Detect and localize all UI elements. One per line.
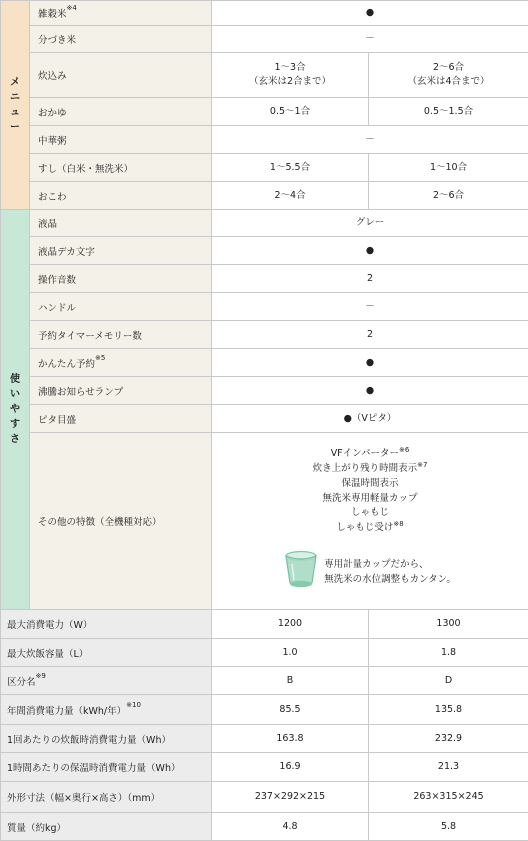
value-cell — [212, 321, 528, 349]
value-cell — [369, 725, 528, 753]
value-text: － — [365, 33, 375, 44]
cup-caption — [324, 557, 456, 587]
footnote-mark: ※10 — [126, 701, 141, 709]
value-cell — [212, 98, 369, 126]
feature-item — [212, 447, 528, 462]
category-char: す — [10, 419, 20, 430]
spec-row — [1, 610, 528, 639]
row-label-text: 分づき米 — [38, 35, 76, 46]
value-text: 0.5～1合 — [270, 106, 310, 117]
menu-row-label — [30, 26, 212, 53]
cup-caption-line: 専用計量カップだから、 — [324, 557, 456, 572]
value-cell — [212, 210, 528, 237]
value-cell — [212, 695, 369, 725]
usability-row-label — [30, 210, 212, 237]
value-text: 16.9 — [279, 761, 300, 772]
menu-row-label — [30, 182, 212, 210]
usability-row — [1, 210, 528, 237]
value-text: 2～4合 — [274, 190, 305, 201]
feature-item — [212, 492, 528, 507]
value-text: 2 — [367, 273, 373, 284]
value-cell — [212, 182, 369, 210]
menu-row-label — [30, 98, 212, 126]
usability-row-label — [30, 377, 212, 405]
row-label-text: 液晶 — [38, 219, 57, 230]
usability-row — [1, 405, 528, 433]
spec-row — [1, 813, 528, 841]
features-list — [212, 441, 528, 535]
usability-row — [1, 377, 528, 405]
value-text: 135.8 — [435, 704, 462, 715]
value-text: （玄米は4合まで） — [407, 76, 489, 87]
value-text: 1.0 — [282, 647, 297, 658]
value-text: 237×292×215 — [255, 791, 325, 802]
measuring-cup-icon — [284, 550, 318, 595]
features-label: その他の特徴（全機種対応） — [30, 433, 212, 610]
menu-row — [1, 154, 528, 182]
value-text: 163.8 — [276, 733, 303, 744]
value-text: B — [287, 675, 294, 686]
usability-row-label — [30, 237, 212, 265]
spec-row-label — [1, 725, 212, 753]
value-cell — [212, 349, 528, 377]
menu-row-label — [30, 53, 212, 98]
row-label-text: かんたん予約 — [38, 359, 95, 370]
value-cell — [212, 237, 528, 265]
value-text: ● — [366, 385, 374, 396]
feature-text: しゃもじ — [351, 507, 389, 518]
usability-row — [1, 321, 528, 349]
value-cell — [212, 154, 369, 182]
spec-row-label — [1, 753, 212, 782]
row-label-text: 中華粥 — [38, 136, 67, 147]
spec-row — [1, 667, 528, 695]
spec-row-label — [1, 639, 212, 667]
features-row — [1, 433, 528, 610]
row-label-text: 質量（約kg） — [7, 823, 66, 834]
category-char: ュ — [10, 107, 20, 118]
category-char: や — [10, 404, 20, 415]
category-menu — [1, 1, 30, 210]
spec-row-label — [1, 667, 212, 695]
category-char: い — [10, 389, 20, 400]
category-usability — [1, 210, 30, 610]
usability-row-label — [30, 349, 212, 377]
footnote-mark: ※4 — [67, 4, 77, 12]
row-label-text: すし（白米・無洗米） — [38, 164, 133, 175]
footnote-mark: ※7 — [417, 461, 427, 469]
row-label-text: おかゆ — [38, 108, 67, 119]
row-label-text: 最大消費電力（W） — [7, 620, 92, 631]
feature-item — [212, 462, 528, 477]
row-label-text: 操作音数 — [38, 275, 76, 286]
usability-row-label — [30, 293, 212, 321]
menu-row — [1, 182, 528, 210]
usability-row-label — [30, 265, 212, 293]
value-cell — [212, 377, 528, 405]
menu-row-label — [30, 126, 212, 154]
value-text: － — [365, 301, 375, 312]
value-cell — [369, 182, 528, 210]
row-label-text: 雑穀米 — [38, 9, 67, 20]
category-char: ニ — [10, 92, 20, 103]
value-text: 85.5 — [279, 704, 300, 715]
value-cell — [369, 154, 528, 182]
spec-row — [1, 639, 528, 667]
value-text: D — [445, 675, 452, 686]
value-cell — [212, 265, 528, 293]
value-text: ● — [366, 245, 374, 256]
value-text: 2 — [367, 329, 373, 340]
cup-caption-line: 無洗米の水位調整もカンタン。 — [324, 572, 456, 587]
value-text: 1300 — [436, 618, 460, 629]
row-label-text: 年間消費電力量（kWh/年） — [7, 706, 126, 717]
spec-row-label — [1, 610, 212, 639]
menu-row — [1, 126, 528, 154]
category-char: 使 — [10, 374, 20, 385]
feature-text: しゃもじ受け — [336, 522, 393, 533]
menu-row-label — [30, 1, 212, 26]
value-cell — [212, 782, 369, 813]
value-text: 4.8 — [282, 821, 297, 832]
value-text: － — [365, 134, 375, 145]
value-cell — [212, 725, 369, 753]
value-text: 232.9 — [435, 733, 462, 744]
category-char: メ — [10, 77, 20, 88]
value-text: グレー — [356, 217, 385, 228]
menu-row — [1, 26, 528, 53]
value-cell — [369, 753, 528, 782]
value-cell — [369, 610, 528, 639]
feature-item — [212, 506, 528, 521]
value-text: 5.8 — [441, 821, 456, 832]
row-label-text: おこわ — [38, 192, 67, 203]
measuring-cup-note — [212, 550, 528, 601]
usability-row — [1, 265, 528, 293]
value-text: 1～5.5合 — [270, 162, 310, 173]
footnote-mark: ※6 — [399, 446, 409, 454]
row-label-text: 1時間あたりの保温時消費電力量（Wh） — [7, 763, 180, 774]
feature-text: 炊き上がり残り時間表示 — [313, 463, 418, 474]
value-cell — [212, 667, 369, 695]
row-label-text: 液晶デカ文字 — [38, 247, 95, 258]
category-char: さ — [10, 434, 20, 445]
value-cell — [369, 813, 528, 841]
value-text: （玄米は2合まで） — [249, 76, 331, 87]
row-label-text: 沸騰お知らせランプ — [38, 387, 123, 398]
usability-row — [1, 293, 528, 321]
row-label-text: ハンドル — [38, 303, 76, 314]
value-cell — [212, 639, 369, 667]
features-cell — [212, 433, 528, 610]
value-cell — [369, 782, 528, 813]
row-label-text: ピタ目盛 — [38, 415, 76, 426]
footnote-mark: ※8 — [393, 520, 403, 528]
value-text: 21.3 — [438, 761, 459, 772]
value-cell — [369, 98, 528, 126]
value-cell — [212, 753, 369, 782]
value-text: 2～6合 — [433, 62, 464, 73]
value-text: ● — [366, 357, 374, 368]
row-label-text: 外形寸法（幅×奥行×高さ）（mm） — [7, 793, 160, 804]
value-text: 263×315×245 — [413, 791, 483, 802]
value-text: 1200 — [278, 618, 302, 629]
feature-item — [212, 521, 528, 536]
value-text: 0.5～1.5合 — [424, 106, 473, 117]
footnote-mark: ※5 — [95, 354, 105, 362]
value-cell — [369, 53, 528, 98]
spec-row-label — [1, 695, 212, 725]
value-cell — [212, 126, 528, 154]
spec-row-label — [1, 813, 212, 841]
usability-row-label — [30, 405, 212, 433]
usability-row-label — [30, 321, 212, 349]
row-label-text: 予約タイマーメモリー数 — [38, 331, 142, 342]
menu-row — [1, 1, 528, 26]
spec-row-label — [1, 782, 212, 813]
value-text: 1.8 — [441, 647, 456, 658]
spec-row — [1, 695, 528, 725]
value-cell — [369, 639, 528, 667]
menu-row — [1, 53, 528, 98]
feature-text: VFインバーター — [331, 448, 399, 459]
value-cell — [212, 813, 369, 841]
footnote-mark: ※9 — [36, 672, 46, 680]
value-cell — [212, 26, 528, 53]
value-text: 1～3合 — [274, 62, 305, 73]
feature-item — [212, 477, 528, 492]
value-text: 2～6合 — [433, 190, 464, 201]
category-char: ー — [10, 122, 20, 133]
feature-text: 保温時間表示 — [342, 478, 399, 489]
value-cell — [212, 1, 528, 26]
row-label-text: 炊込み — [38, 71, 67, 82]
row-label-text: 1回あたりの炊飯時消費電力量（Wh） — [7, 735, 171, 746]
feature-text: 無洗米専用軽量カップ — [323, 493, 418, 504]
usability-row — [1, 349, 528, 377]
value-cell — [212, 405, 528, 433]
value-cell — [212, 53, 369, 98]
menu-row — [1, 98, 528, 126]
menu-row-label — [30, 154, 212, 182]
usability-row — [1, 237, 528, 265]
spec-row — [1, 753, 528, 782]
value-cell — [212, 293, 528, 321]
value-cell — [369, 667, 528, 695]
value-cell — [369, 695, 528, 725]
spec-row — [1, 725, 528, 753]
value-cell — [212, 610, 369, 639]
spec-row — [1, 782, 528, 813]
value-text: ●（Vピタ） — [344, 413, 397, 424]
value-text: ● — [366, 7, 374, 18]
row-label-text: 区分名 — [7, 677, 36, 688]
value-text: 1～10合 — [430, 162, 467, 173]
row-label-text: 最大炊飯容量（L） — [7, 649, 88, 660]
